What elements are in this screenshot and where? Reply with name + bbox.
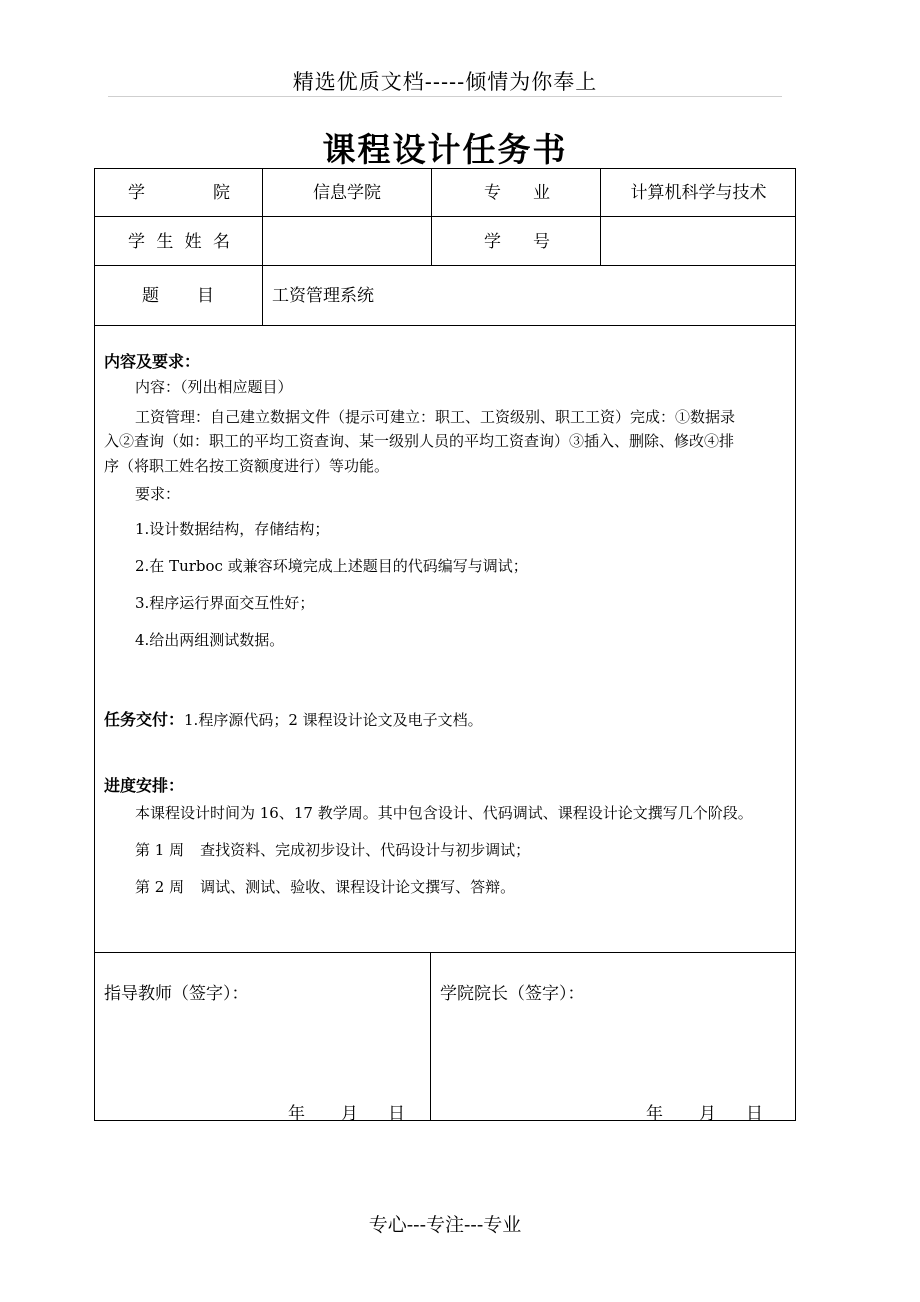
col-divider-2 — [431, 168, 432, 265]
schedule-summary: 本课程设计时间为 16、17 教学周。其中包含设计、代码调试、课程设计论文撰写几个阶段。 — [135, 804, 753, 822]
content-desc-line-1: 工资管理：自己建立数据文件（提示可建立：职工、工资级别、职工工资）完成：①数据录 — [135, 408, 736, 426]
content-desc-line-2: 入②查询（如：职工的平均工资查询、某一级别人员的平均工资查询）③插入、删除、修改④排 — [104, 432, 735, 450]
topic-value: 工资管理系统 — [272, 285, 374, 306]
advisor-date: 年 月 日 — [288, 1104, 405, 1124]
row-divider-3 — [94, 325, 796, 326]
schedule-section — [104, 773, 790, 912]
deliverables-text: 1.程序源代码；2 课程设计论文及电子文档。 — [184, 711, 483, 729]
schedule-week-2: 第 2 周 调试、测试、验收、课程设计论文撰写、答辩。 — [135, 878, 516, 896]
page-header: 精选优质文档-----倾情为你奉上 — [292, 70, 598, 94]
schedule-heading: 进度安排： — [104, 776, 185, 795]
dean-date: 年 月 日 — [646, 1104, 763, 1124]
advisor-signature-label: 指导教师（签字）： — [104, 984, 249, 1004]
content-heading: 内容及要求： — [104, 352, 201, 371]
requirement-item: 1.设计数据结构，存储结构； — [135, 520, 330, 538]
page-footer: 专心---专注---专业 — [368, 1214, 522, 1236]
row-divider-1 — [94, 216, 796, 217]
requirement-item: 4.给出两组测试数据。 — [135, 631, 285, 649]
content-section — [104, 349, 790, 665]
deliverables-section — [104, 707, 790, 733]
signature-divider — [430, 952, 431, 1121]
deliverables-label: 任务交付： — [104, 710, 185, 729]
student-id-label: 学 号 — [484, 231, 550, 252]
major-label: 专 业 — [484, 182, 550, 203]
row-divider-2 — [94, 265, 796, 266]
college-value: 信息学院 — [313, 182, 381, 203]
dean-signature-label: 学院院长（签字）： — [440, 984, 585, 1004]
content-intro: 内容：（列出相应题目） — [135, 378, 293, 396]
student-name-label: 学 生 姓 名 — [128, 231, 230, 252]
content-desc-line-3: 序（将职工姓名按工资额度进行）等功能。 — [104, 457, 390, 475]
college-label: 学 院 — [128, 182, 230, 203]
requirement-item: 3.程序运行界面交互性好； — [135, 594, 315, 612]
student-id-value — [601, 231, 796, 253]
row-divider-4 — [94, 952, 796, 953]
header-divider — [108, 96, 782, 97]
document-title: 课程设计任务书 — [322, 130, 568, 169]
topic-label: 题 目 — [142, 285, 214, 306]
requirement-item: 2.在 Turboc 或兼容环境完成上述题目的代码编写与调试； — [135, 557, 528, 575]
requirements-label: 要求： — [135, 485, 181, 503]
schedule-week-1: 第 1 周 查找资料、完成初步设计、代码设计与初步调试； — [135, 841, 531, 859]
major-value: 计算机科学与技术 — [630, 182, 767, 203]
student-name-value — [263, 231, 431, 253]
